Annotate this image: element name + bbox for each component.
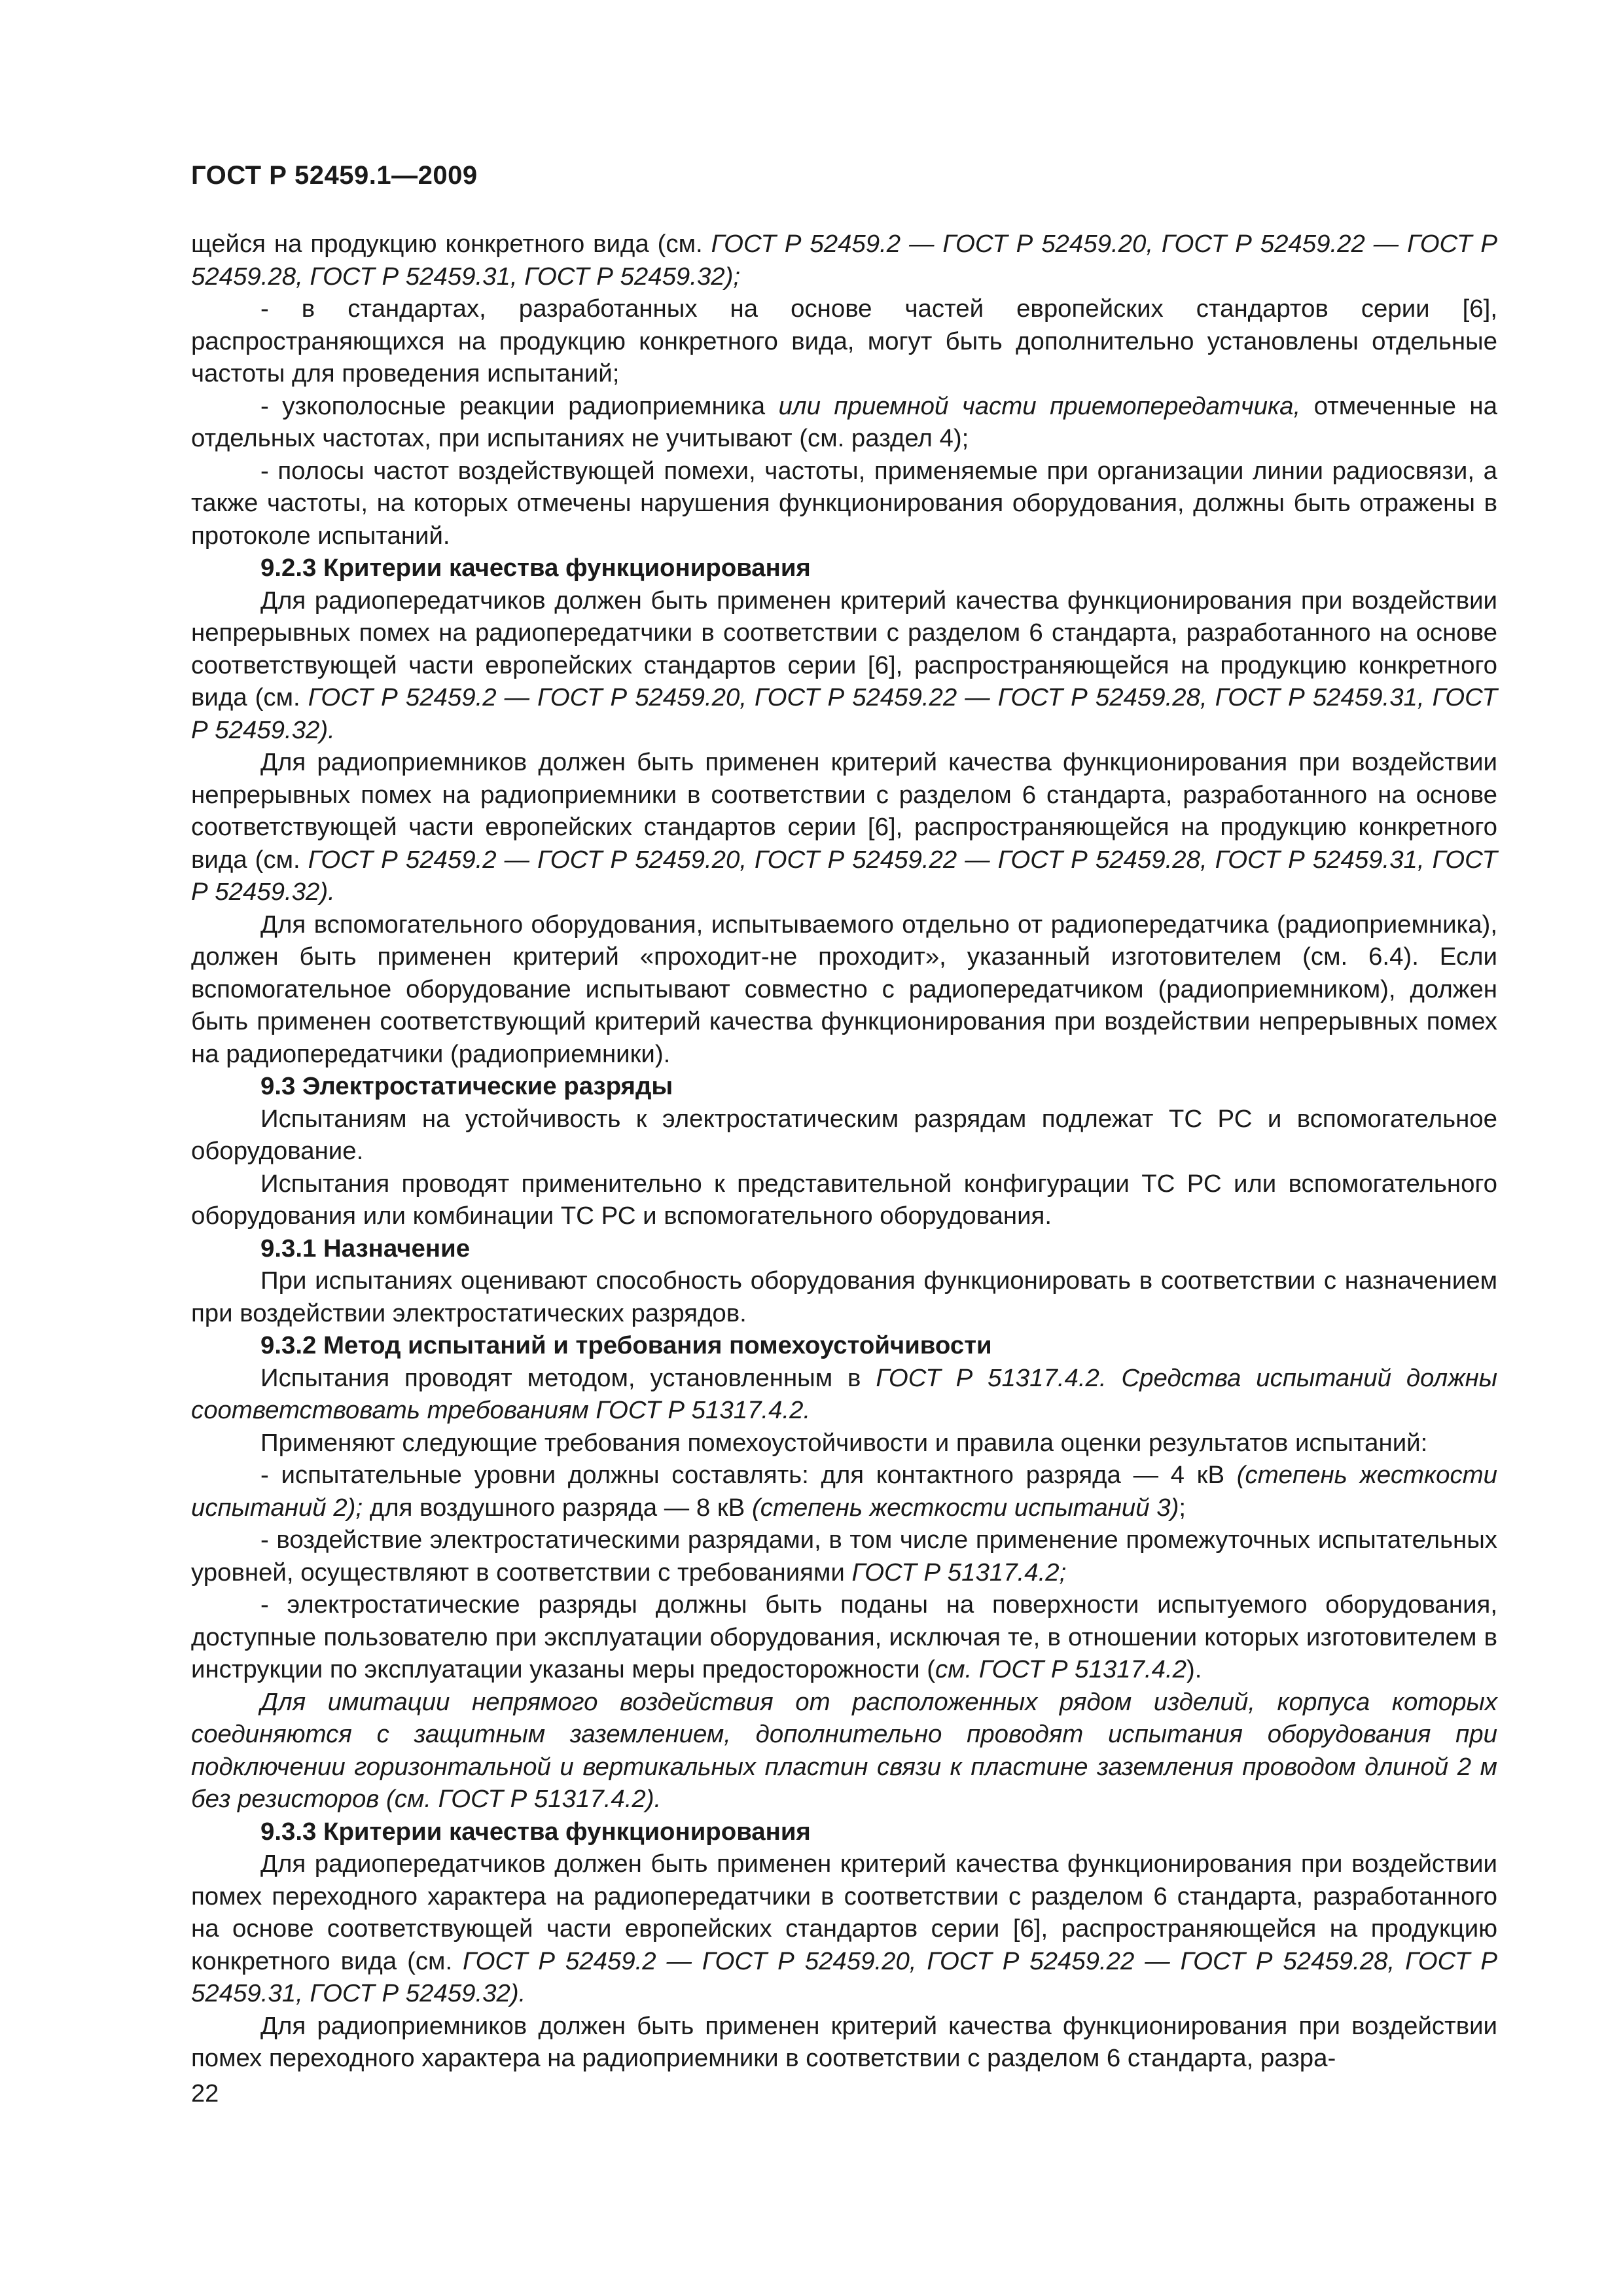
list-item bbox=[191, 1588, 1497, 1686]
list-item: - полосы частот воздействующей помехи, частоты, применяемые при организации линии радиосвязи, а также частоты, на которых отмечены нарушения функционирования оборудования, должны быть отражены в протоколе испытаний. bbox=[191, 456, 1497, 550]
text-run: отмеченные на отдельных частотах, при испытаниях не учитывают (см. раздел 4); bbox=[191, 391, 1497, 452]
section-heading-9-3-2: 9.3.2 Метод испытаний и требования помехоустойчивости bbox=[260, 1331, 992, 1359]
italic-note: Для имитации непрямого воздействия от расположенных рядом изделий, корпуса которых соединяются с защитным заземлением, дополнительно проводят испытания оборудования при подключении горизонтальной и вертикальных пластин связи к пластине заземления проводом длиной 2 м без резисторов (см. ГОСТ Р 51317.4.2). bbox=[191, 1687, 1497, 1813]
text-run: Для радиоприемников должен быть применен критерий качества функционирования при воздействии непрерывных помех на радиоприемники в соответствии с разделом 6 стандарта, разработанного на основе соответствующей части европейских стандартов серии [6], распространяющейся на продукцию конкретного вида (см. bbox=[191, 748, 1497, 874]
section-heading-9-3-1: 9.3.1 Назначение bbox=[260, 1234, 471, 1263]
italic-reference: ГОСТ Р 51317.4.2; bbox=[851, 1558, 1067, 1587]
italic-reference: ГОСТ Р 52459.2 — ГОСТ Р 52459.20, ГОСТ Р 52459.22 — ГОСТ Р 52459.28, ГОСТ Р 52459.31, ГОСТ Р 52459.32). bbox=[191, 845, 1497, 906]
list-item bbox=[191, 1459, 1497, 1524]
list-item bbox=[191, 1524, 1497, 1588]
paragraph: Применяют следующие требования помехоустойчивости и правила оценки результатов испытаний: bbox=[260, 1428, 1428, 1457]
text-run: щейся на продукцию конкретного вида (см. bbox=[191, 230, 711, 258]
paragraph bbox=[191, 1362, 1497, 1427]
paragraph bbox=[191, 228, 1497, 293]
text-run: ). bbox=[1186, 1655, 1202, 1683]
document-header: ГОСТ Р 52459.1—2009 bbox=[191, 161, 478, 190]
section-heading-9-2-3: 9.2.3 Критерии качества функционирования bbox=[260, 554, 811, 582]
paragraph bbox=[191, 584, 1497, 747]
italic-text: (степень жесткости испытаний 2); bbox=[191, 1461, 1497, 1522]
italic-text: (степень жесткости испытаний 3) bbox=[751, 1493, 1179, 1522]
text-run: Для радиопередатчиков должен быть применен критерий качества функционирования при воздействии непрерывных помех на радиопередатчики в соответствии с разделом 6 стандарта, разработанного на основе соответствующей части европейских стандартов серии [6], распространяющейся на продукцию конкретного вида (см. bbox=[191, 586, 1497, 711]
text-run: - испытательные уровни должны составлять: для контактного разряда — 4 кВ bbox=[260, 1461, 1237, 1489]
italic-reference: ГОСТ Р 52459.2 — ГОСТ Р 52459.20, ГОСТ Р 52459.22 — ГОСТ Р 52459.28, ГОСТ Р 52459.31, ГОСТ Р 52459.32). bbox=[191, 683, 1497, 744]
list-item bbox=[191, 390, 1497, 455]
italic-reference: ГОСТ Р 52459.2 — ГОСТ Р 52459.20, ГОСТ Р 52459.22 — ГОСТ Р 52459.28, ГОСТ Р 52459.31, ГОСТ Р 52459.32); bbox=[191, 230, 1497, 291]
list-item: - в стандартах, разработанных на основе частей европейских стандартов серии [6], распространяющихся на продукцию конкретного вида, могут быть дополнительно установлены отдельные частоты для проведения испытаний; bbox=[191, 295, 1497, 387]
paragraph bbox=[191, 1848, 1497, 2010]
paragraph: Для вспомогательного оборудования, испытываемого отдельно от радиопередатчика (радиоприемника), должен быть применен критерий «проходит-не проходит», указанный изготовителем (см. 6.4). Если вспомогательное оборудование испытывают совместно с радиопередатчиком (радиоприемником), должен быть применен соответствующий критерий качества функционирования при воздействии непрерывных помех на радиопередатчики (радиоприемники). bbox=[191, 910, 1497, 1068]
paragraph: Для радиоприемников должен быть применен критерий качества функционирования при воздействии помех переходного характера на радиоприемники в соответствии с разделом 6 стандарта, разра- bbox=[191, 2011, 1497, 2072]
section-heading-9-3: 9.3 Электростатические разряды bbox=[260, 1072, 673, 1100]
paragraph bbox=[191, 746, 1497, 908]
text-run: Испытания проводят методом, установленным в bbox=[260, 1363, 876, 1392]
text-run: ; bbox=[1179, 1493, 1186, 1522]
italic-reference: ГОСТ Р 51317.4.2. Средства испытаний должны соответствовать требованиям ГОСТ Р 51317.4.2. bbox=[191, 1363, 1497, 1424]
italic-reference: ГОСТ Р 52459.2 — ГОСТ Р 52459.20, ГОСТ Р 52459.22 — ГОСТ Р 52459.28, ГОСТ Р 52459.31, ГОСТ Р 52459.32). bbox=[191, 1946, 1497, 2007]
section-heading-9-3-3: 9.3.3 Критерии качества функционирования bbox=[260, 1817, 811, 1846]
paragraph: Испытаниям на устойчивость к электростатическим разрядам подлежат ТС РС и вспомогательное оборудование. bbox=[191, 1104, 1497, 1165]
italic-reference: см. ГОСТ Р 51317.4.2 bbox=[935, 1655, 1186, 1683]
text-run: - воздействие электростатическими разрядами, в том числе применение промежуточных испытательных уровней, осуществляют в соответствии с требованиями bbox=[191, 1526, 1497, 1587]
page-number: 22 bbox=[191, 2080, 219, 2108]
text-run: - электростатические разряды должны быть поданы на поверхности испытуемого оборудования, доступные пользователю при эксплуатации оборудования, исключая те, в отношении которых изготовителем в инструкции по эксплуатации указаны меры предосторожности ( bbox=[191, 1590, 1497, 1683]
paragraph: Испытания проводят применительно к представительной конфигурации ТС РС или вспомогательного оборудования или комбинации ТС РС и вспомогательного оборудования. bbox=[191, 1169, 1497, 1230]
document-body bbox=[191, 228, 1497, 2075]
text-run: для воздушного разряда — 8 кВ bbox=[363, 1493, 752, 1522]
italic-text: или приемной части приемопередатчика, bbox=[778, 391, 1301, 420]
text-run: Для радиопередатчиков должен быть применен критерий качества функционирования при воздействии помех переходного характера на радиопередатчики в соответствии с разделом 6 стандарта, разработанного на основе соответствующей части европейских стандартов серии [6], распространяющейся на продукцию конкретного вида (см. bbox=[191, 1850, 1497, 1975]
paragraph: При испытаниях оценивают способность оборудования функционировать в соответствии с назначением при воздействии электростатических разрядов. bbox=[191, 1266, 1497, 1327]
text-run: - узкополосные реакции радиоприемника bbox=[260, 391, 779, 420]
